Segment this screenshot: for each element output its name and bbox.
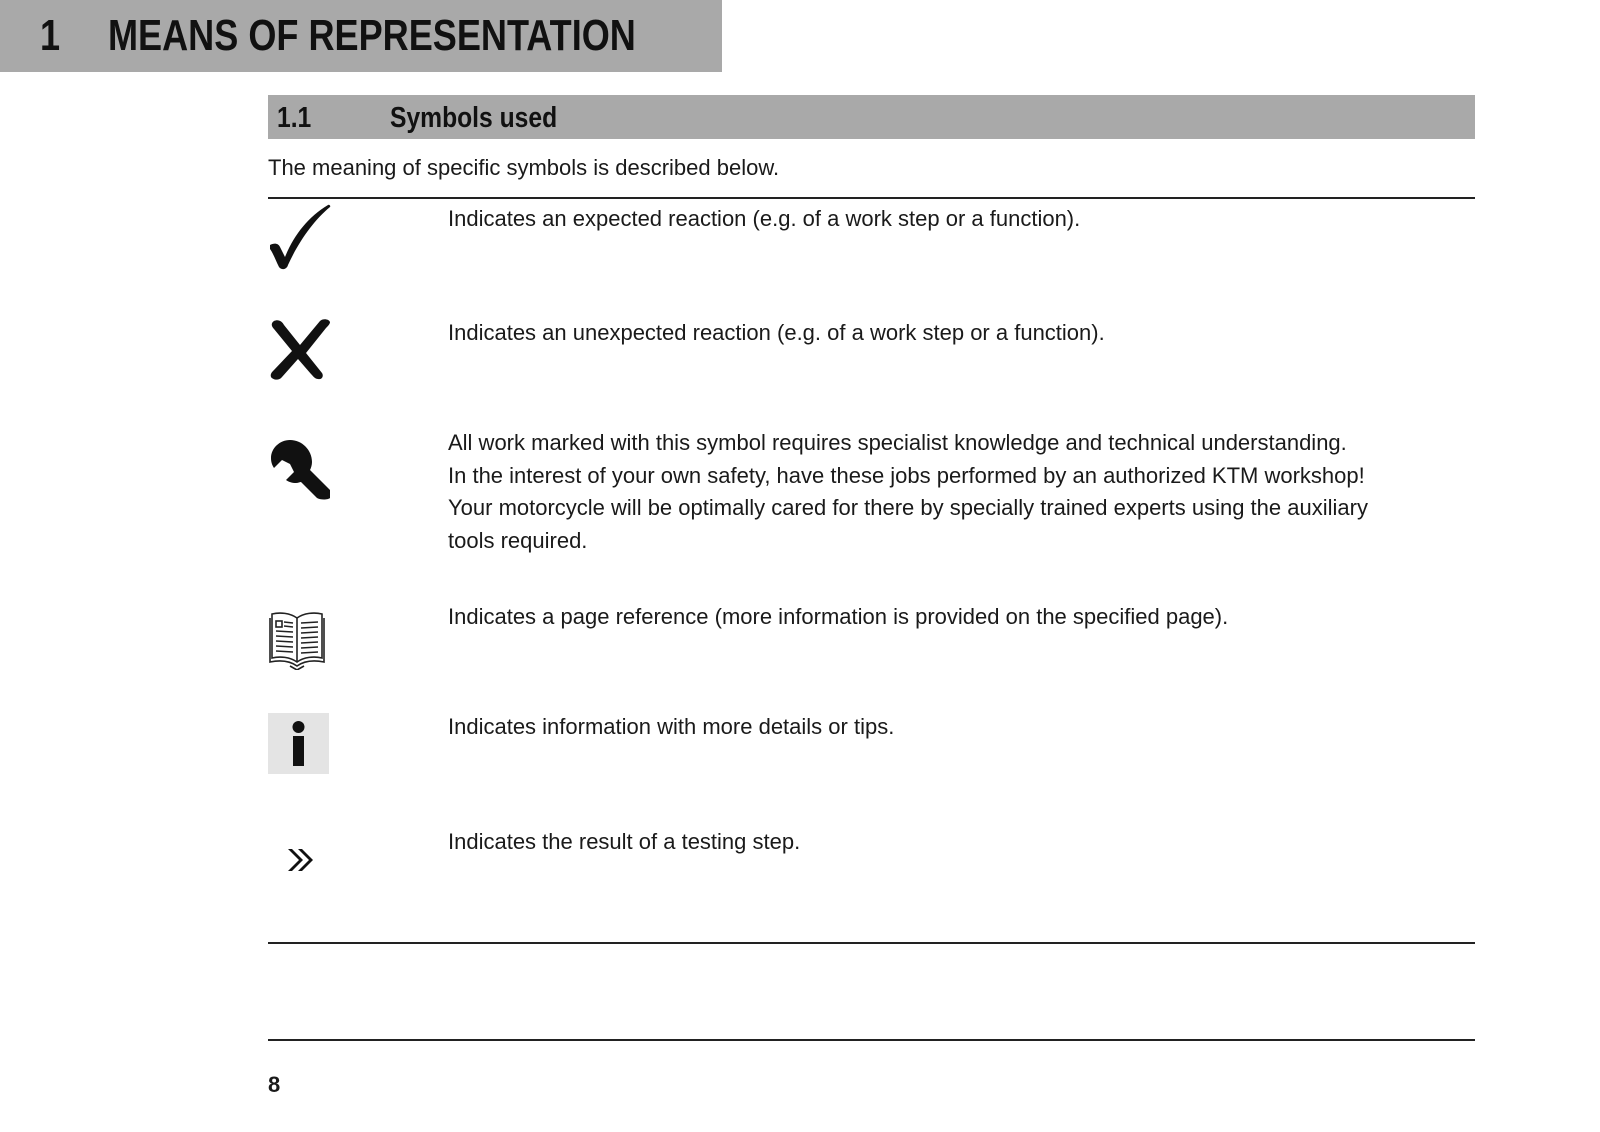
description-line: Indicates a page reference (more information is provided on the specified page). (448, 604, 1229, 629)
symbol-description (448, 601, 1458, 634)
description-line: Indicates an unexpected reaction (e.g. of a work step or a function). (448, 320, 1105, 345)
info-icon (268, 713, 329, 774)
description-line: In the interest of your own safety, have these jobs performed by an authorized KTM workshop! (448, 462, 1365, 488)
symbol-description (448, 711, 1458, 744)
bottom-divider (268, 942, 1475, 944)
section-title: Symbols used (390, 102, 558, 134)
symbol-description (448, 317, 1458, 350)
top-divider (268, 197, 1475, 199)
chapter-header (0, 0, 722, 72)
description-line: All work marked with this symbol requires specialist knowledge and technical understanding. (448, 430, 1347, 455)
cross-mark-icon (268, 317, 332, 381)
description-line: Indicates information with more details or tips. (448, 714, 895, 739)
book-icon (268, 608, 332, 672)
wrench-icon (268, 438, 332, 502)
page-number: 8 (268, 1072, 281, 1097)
footer-divider (268, 1039, 1475, 1041)
double-chevron-icon (286, 845, 316, 875)
symbol-description (448, 427, 1458, 557)
section-number: 1.1 (277, 102, 312, 134)
description-line: Indicates an expected reaction (e.g. of a work step or a function). (448, 206, 1081, 231)
description-line: tools required. (448, 527, 588, 553)
symbol-description (448, 826, 1458, 859)
section-header (268, 95, 1475, 139)
intro-text: The meaning of specific symbols is described below. (268, 155, 780, 180)
chapter-number: 1 (40, 11, 61, 60)
description-line: Your motorcycle will be optimally cared for there by specially trained experts using the auxiliary (448, 495, 1368, 520)
check-mark-icon (268, 203, 332, 267)
description-line: Indicates the result of a testing step. (448, 829, 801, 854)
chapter-title: MEANS OF REPRESENTATION (108, 11, 636, 60)
symbol-description (448, 203, 1458, 236)
